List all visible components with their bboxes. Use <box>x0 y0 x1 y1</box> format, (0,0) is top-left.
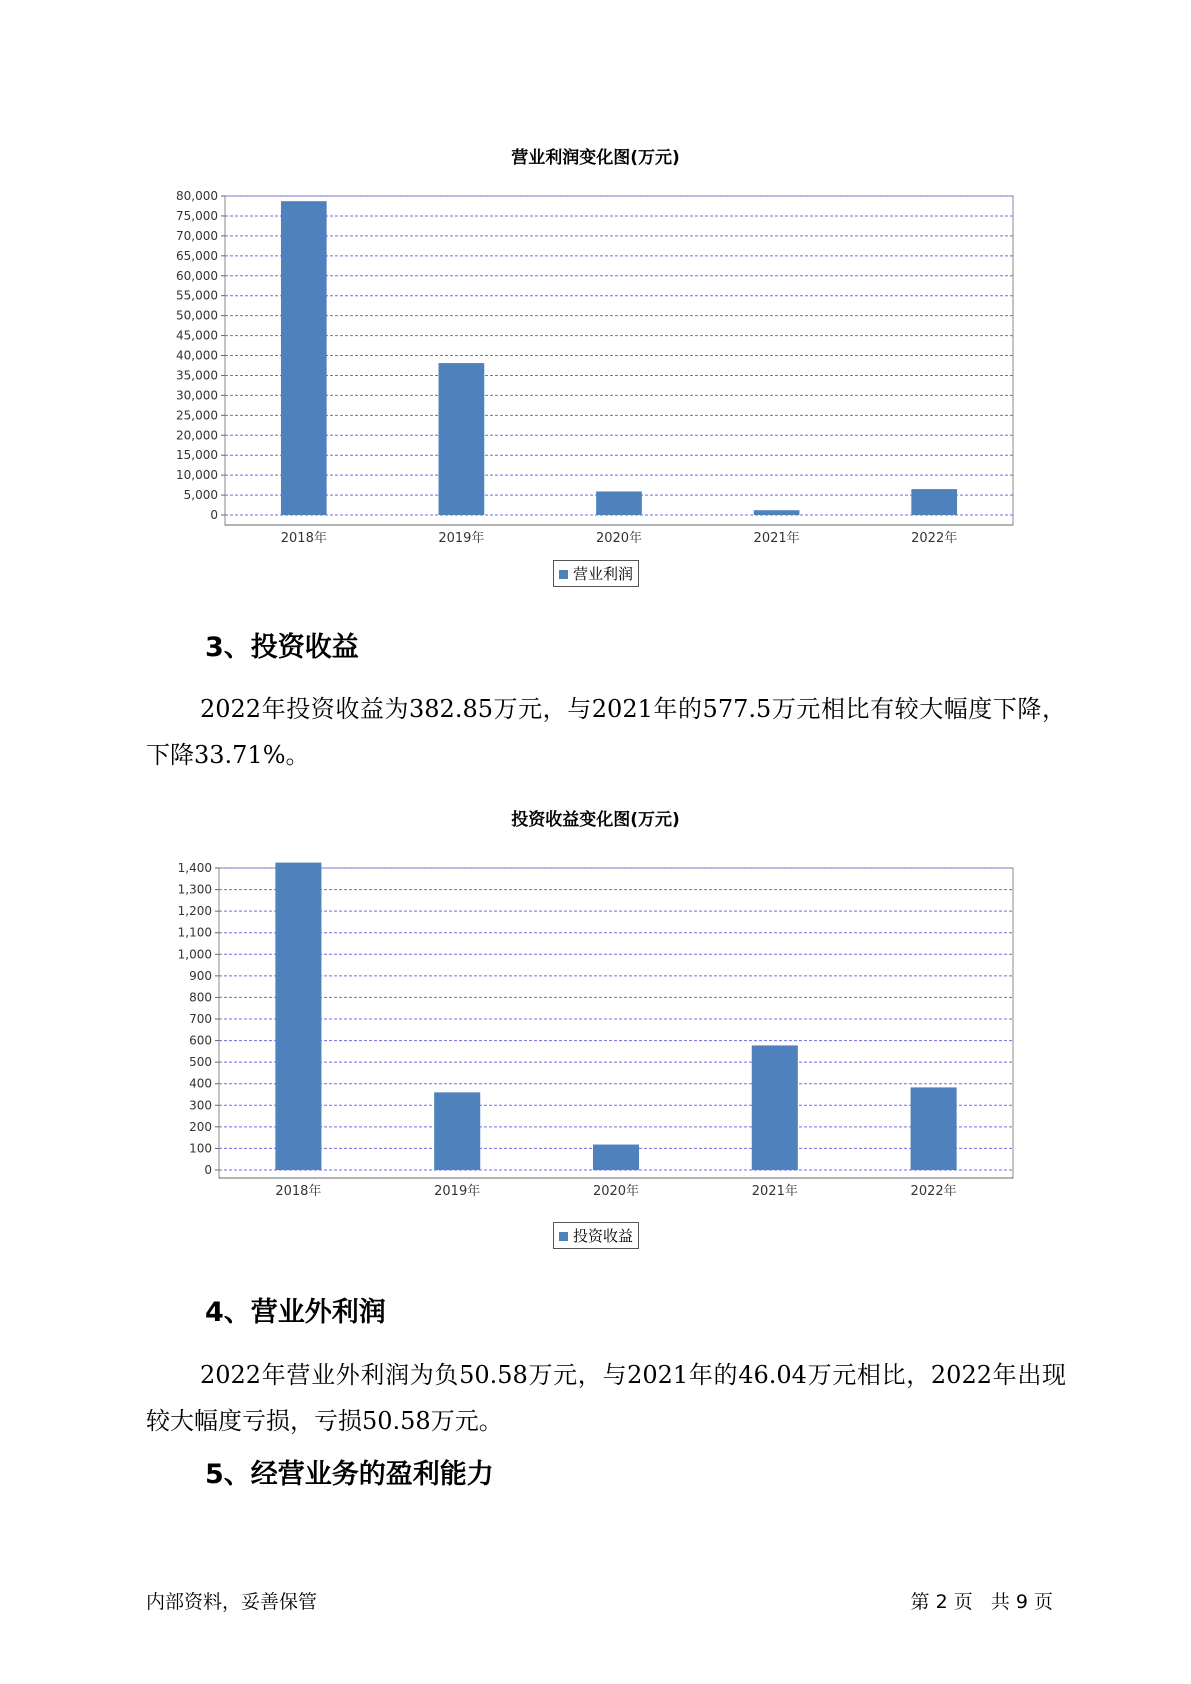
y-tick-label: 700 <box>189 1012 212 1026</box>
legend-swatch <box>559 570 568 579</box>
bar-2021年 <box>754 510 800 515</box>
x-tick-label: 2022年 <box>910 1184 957 1199</box>
y-tick-label: 15,000 <box>176 448 218 463</box>
y-tick-label: 900 <box>189 968 212 983</box>
bar-2019年 <box>439 363 485 515</box>
chart1-title: 营业利润变化图(万元) <box>511 148 680 168</box>
y-tick-label: 1,000 <box>177 947 212 962</box>
footer-page-number: 第 2 页 共 9 页 <box>910 1591 1053 1613</box>
y-tick-label: 40,000 <box>176 348 218 363</box>
y-tick-label: 60,000 <box>176 268 218 283</box>
y-tick-label: 800 <box>189 990 212 1005</box>
y-tick-label: 10,000 <box>176 468 218 483</box>
y-tick-label: 5,000 <box>183 488 218 503</box>
section-4-text: 2022年营业外利润为负50.58万元，与2021年的46.04万元相比，2022年出现较大幅度亏损，亏损50.58万元。 <box>146 1361 1066 1435</box>
y-tick-label: 1,200 <box>177 904 212 919</box>
bar-2022年 <box>911 489 957 515</box>
y-tick-label: 0 <box>204 1163 212 1177</box>
y-tick-label: 35,000 <box>176 368 218 383</box>
y-tick-label: 65,000 <box>176 248 218 263</box>
y-tick-label: 55,000 <box>176 288 218 303</box>
y-tick-label: 20,000 <box>176 428 218 443</box>
bar-2020年 <box>593 1145 639 1170</box>
footer-left: 内部资料，妥善保管 <box>146 1591 318 1613</box>
y-tick-label: 50,000 <box>176 308 218 323</box>
bar-2019年 <box>434 1092 480 1170</box>
x-tick-label: 2022年 <box>911 531 958 546</box>
y-tick-label: 75,000 <box>176 208 218 223</box>
bar-2018年 <box>281 201 327 515</box>
y-tick-label: 1,400 <box>177 861 212 875</box>
x-tick-label: 2021年 <box>753 531 800 546</box>
y-tick-label: 500 <box>189 1055 212 1070</box>
x-tick-label: 2018年 <box>275 1184 322 1199</box>
x-tick-label: 2018年 <box>280 531 327 546</box>
chart2-title: 投资收益变化图(万元) <box>511 810 680 830</box>
section-5-heading: 5、经营业务的盈利能力 <box>205 1459 494 1490</box>
bar-2022年 <box>911 1087 957 1170</box>
y-tick-label: 1,100 <box>177 925 212 940</box>
y-tick-label: 300 <box>189 1098 212 1113</box>
chart1-legend-label: 营业利润 <box>573 565 634 583</box>
bar-2020年 <box>596 491 642 515</box>
y-tick-label: 100 <box>189 1141 212 1156</box>
y-tick-label: 70,000 <box>176 228 218 243</box>
y-tick-label: 80,000 <box>176 189 218 203</box>
x-tick-label: 2019年 <box>438 531 485 546</box>
y-tick-label: 1,300 <box>177 882 212 897</box>
y-tick-label: 200 <box>189 1119 212 1134</box>
chart2-legend <box>553 1222 639 1249</box>
operating-profit-chart <box>0 170 1191 546</box>
section-3-text: 2022年投资收益为382.85万元，与2021年的577.5万元相比有较大幅度下降，下降33.71%。 <box>146 695 1066 769</box>
x-tick-label: 2020年 <box>592 1184 640 1199</box>
investment-income-chart <box>0 838 1191 1199</box>
x-tick-label: 2019年 <box>434 1184 481 1199</box>
y-tick-label: 0 <box>210 508 218 522</box>
x-tick-label: 2021年 <box>751 1184 798 1199</box>
y-tick-label: 25,000 <box>176 408 218 423</box>
plot-area <box>225 196 1013 525</box>
chart2-legend-label: 投资收益 <box>573 1227 634 1245</box>
y-tick-label: 600 <box>189 1033 212 1048</box>
bar-2018年 <box>275 863 321 1170</box>
section-4-heading: 4、营业外利润 <box>205 1297 386 1328</box>
plot-area <box>219 868 1013 1178</box>
section-3-heading: 3、投资收益 <box>205 632 359 663</box>
bar-2021年 <box>752 1045 798 1170</box>
chart1-legend <box>553 560 639 587</box>
y-tick-label: 45,000 <box>176 328 218 343</box>
x-tick-label: 2020年 <box>595 531 643 546</box>
legend-swatch <box>559 1232 568 1241</box>
y-tick-label: 400 <box>189 1076 212 1091</box>
y-tick-label: 30,000 <box>176 388 218 403</box>
